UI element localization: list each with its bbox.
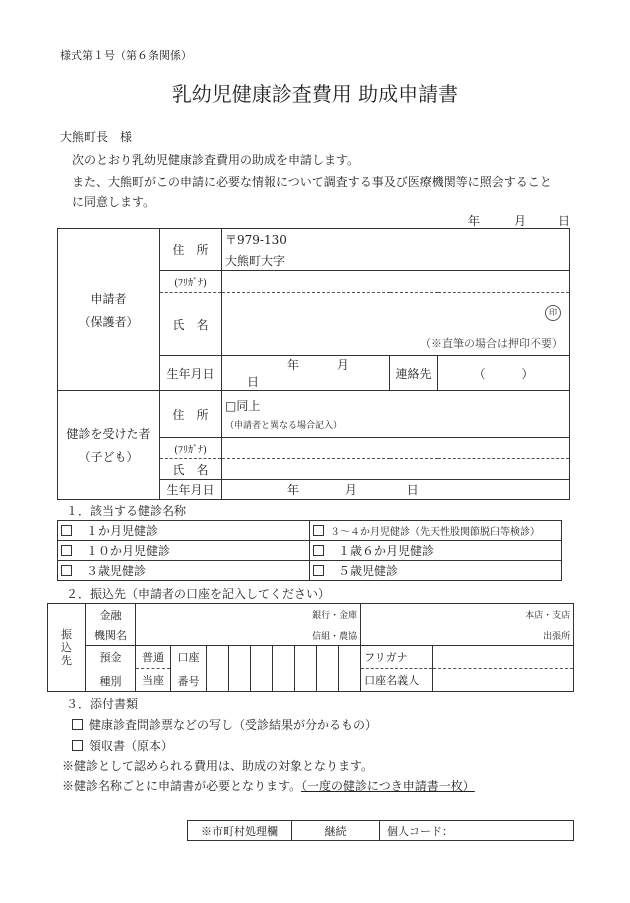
child-furigana-field[interactable] [222, 438, 570, 459]
intro-line-1: 次のとおり乳幼児健康診査費用の助成を申請します。 [72, 153, 360, 167]
transfer-side-label: 振込先 [48, 604, 86, 692]
applicant-postal: 〒979-130 [225, 232, 287, 247]
date-day: 日 [558, 214, 571, 228]
note-2: ※健診名称ごとに申請書が必要となります。（一度の健診につき申請書一枚） [62, 779, 475, 793]
checkbox-icon [313, 545, 324, 556]
intro-line-3: に同意します。 [72, 195, 156, 209]
checkup-option-1m[interactable]: １か月児健診 [58, 521, 310, 541]
checkup-table [57, 520, 562, 581]
institution-label: 金融 機関名 [86, 604, 136, 646]
child-dob-label: 生年月日 [160, 480, 222, 500]
child-furigana-label: (ﾌﾘｶﾞﾅ) [160, 438, 222, 459]
office-use-label: ※市町村処理欄 [188, 821, 292, 841]
checkup-option-1y6m[interactable]: １歳６か月児健診 [310, 541, 562, 561]
account-holder-field[interactable] [433, 646, 574, 692]
checkup-option-10m[interactable]: １０か月児健診 [58, 541, 310, 561]
applicant-section-label: 申請者 （保護者） [58, 229, 160, 391]
date-year: 年 [468, 214, 481, 228]
bank-table [47, 603, 574, 692]
applicant-furigana-field[interactable] [222, 271, 570, 293]
branch-name-field[interactable]: 本店・支店 出張所 [361, 604, 574, 646]
account-holder-labels: フリガナ 口座名義人 [361, 646, 433, 692]
addressee: 大熊町長 様 [60, 130, 133, 144]
account-digit-3[interactable] [251, 646, 273, 692]
applicant-contact-field[interactable]: （ ） [438, 356, 570, 391]
deposit-type-label: 預金 種別 [86, 646, 136, 692]
account-digit-4[interactable] [273, 646, 295, 692]
checkbox-icon [61, 545, 72, 556]
page-title: 乳幼児健康診査費用 助成申請書 [171, 82, 459, 106]
form-number: 様式第１号（第６条関係） [60, 49, 192, 62]
office-continuation: 継続 [292, 821, 380, 841]
applicant-name-field[interactable] [222, 293, 570, 356]
account-digit-5[interactable] [295, 646, 317, 692]
attachment-item-2[interactable]: 領収書（原本） [72, 737, 173, 754]
checkbox-icon [313, 565, 324, 576]
checkup-option-3y[interactable]: ３歳児健診 [58, 561, 310, 581]
checkbox-icon [72, 740, 83, 751]
date-month: 月 [514, 214, 527, 228]
checkup-option-5y[interactable]: ５歳児健診 [310, 561, 562, 581]
applicant-dob-field[interactable]: 年 月 日 [222, 356, 390, 391]
deposit-type-options[interactable]: 普通 当座 [136, 646, 171, 692]
account-digit-1[interactable] [207, 646, 229, 692]
child-address-label: 住 所 [160, 391, 222, 438]
checkbox-icon [72, 719, 83, 730]
bank-heading: ２．振込先（申請者の口座を記入してください） [66, 587, 331, 601]
note-1: ※健診として認められる費用は、助成の対象となります。 [62, 759, 374, 773]
applicant-town: 大熊町大字 [225, 253, 286, 268]
attachment-item-1[interactable]: 健康診査問診票などの写し（受診結果が分かるもの） [72, 716, 377, 733]
applicant-name-label: 氏 名 [160, 293, 222, 356]
applicant-contact-label: 連絡先 [390, 356, 438, 391]
child-name-label: 氏 名 [160, 459, 222, 480]
child-dob-field[interactable]: 年 月 日 [222, 480, 570, 500]
applicant-dob-label: 生年月日 [160, 356, 222, 391]
institution-name-field[interactable]: 銀行・金庫 信組・農協 [136, 604, 361, 646]
applicant-table [57, 228, 570, 500]
seal-icon: 印 [545, 305, 561, 321]
account-number-label: 口座 番号 [171, 646, 207, 692]
account-digit-6[interactable] [317, 646, 339, 692]
child-name-field[interactable] [222, 459, 570, 480]
checkbox-icon [61, 525, 72, 536]
office-personal-code[interactable]: 個人コード： [380, 821, 574, 841]
attachments-heading: ３．添付書類 [66, 697, 139, 711]
same-note: （申請者と異なる場合記入） [225, 421, 343, 431]
seal-note: （※直筆の場合は押印不要） [420, 337, 564, 350]
child-section-label: 健診を受けた者 （子ども） [58, 391, 160, 500]
account-digit-7[interactable] [339, 646, 361, 692]
applicant-address-field[interactable] [222, 229, 570, 271]
office-use-table [187, 820, 574, 841]
account-digit-2[interactable] [229, 646, 251, 692]
checkbox-icon [313, 525, 324, 536]
checkbox-icon [61, 565, 72, 576]
checkup-option-3-4m[interactable]: ３～４か月児健診（先天性股関節脱臼等検診） [310, 521, 562, 541]
applicant-furigana-label: (ﾌﾘｶﾞﾅ) [160, 271, 222, 293]
checkup-heading: １．該当する健診名称 [66, 504, 187, 518]
same-as-applicant-checkbox[interactable]: □同上 [225, 399, 261, 413]
intro-line-2: また、大熊町がこの申請に必要な情報について調査する事及び医療機関等に照会すること [72, 175, 552, 189]
child-address-field[interactable] [222, 391, 570, 438]
applicant-address-label: 住 所 [160, 229, 222, 271]
